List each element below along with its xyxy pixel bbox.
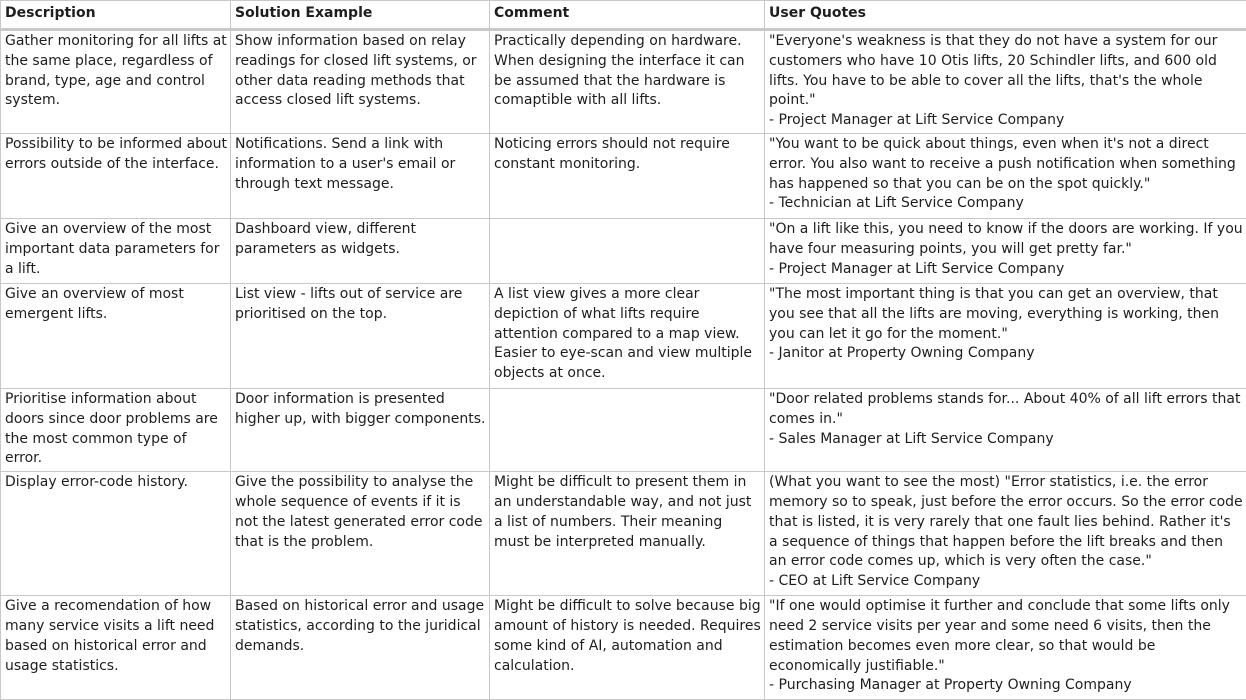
quote-cell: "Door related problems stands for... About 40% of all lift errors that comes in." - Sales Manager at Lift Service Company <box>765 388 1246 471</box>
table-row <box>1 388 1246 471</box>
solution-cell: Give the possibility to analyse the whole sequence of events if it is not the latest generated error code that is the problem. <box>231 472 490 596</box>
header-row <box>1 1 1246 30</box>
description-cell: Give an overview of most emergent lifts. <box>1 283 231 388</box>
table-row <box>1 133 1246 218</box>
comment-cell <box>490 218 765 283</box>
solution-cell: Door information is presented higher up, with bigger components. <box>231 388 490 471</box>
solution-cell: Notifications. Send a link with information to a user's email or through text message. <box>231 133 490 218</box>
comment-cell: Noticing errors should not require constant monitoring. <box>490 133 765 218</box>
description-cell: Give an overview of the most important data parameters for a lift. <box>1 218 231 283</box>
header-solution-example: Solution Example <box>231 1 490 30</box>
header-comment: Comment <box>490 1 765 30</box>
description-cell: Give a recomendation of how many service visits a lift need based on historical error and usage statistics. <box>1 596 231 700</box>
quote-cell: "If one would optimise it further and conclude that some lifts only need 2 service visits per year and some need 6 visits, then the estimation becomes even more clear, so that would be economically justifiable." - Purchasing Manager at Property Owning Company <box>765 596 1246 700</box>
quote-cell: "You want to be quick about things, even when it's not a direct error. You also want to receive a push notification when something has happened so that you can be on the spot quickly." - Technician at Lift Service Company <box>765 133 1246 218</box>
comment-cell: A list view gives a more clear depiction of what lifts require attention compared to a map view. Easier to eye-scan and view multiple objects at once. <box>490 283 765 388</box>
description-cell: Prioritise information about doors since door problems are the most common type of error. <box>1 388 231 471</box>
quote-cell: "The most important thing is that you can get an overview, that you see that all the lifts are moving, everything is working, then you can let it go for the moment." - Janitor at Property Owning Company <box>765 283 1246 388</box>
comment-cell <box>490 388 765 471</box>
description-cell: Gather monitoring for all lifts at the same place, regardless of brand, type, age and control system. <box>1 30 231 134</box>
quote-cell: "Everyone's weakness is that they do not have a system for our customers who have 10 Otis lifts, 20 Schindler lifts, and 600 old lifts. You have to be able to cover all the lifts, that's the whole point." - Project Manager at Lift Service Company <box>765 30 1246 134</box>
table-row <box>1 218 1246 283</box>
comment-cell: Might be difficult to present them in an understandable way, and not just a list of numbers. Their meaning must be interpreted manually. <box>490 472 765 596</box>
solution-cell: Show information based on relay readings for closed lift systems, or other data reading methods that access closed lift systems. <box>231 30 490 134</box>
comment-cell: Might be difficult to solve because big amount of history is needed. Requires some kind of AI, automation and calculation. <box>490 596 765 700</box>
quote-cell: (What you want to see the most) "Error statistics, i.e. the error memory so to speak, just before the error occurs. So the error code that is listed, it is very rarely that one fault lies behind. Rather it's a sequence of things that happen before the lift breaks and then an error code comes up, which is very often the case." - CEO at Lift Service Company <box>765 472 1246 596</box>
solution-cell: List view - lifts out of service are prioritised on the top. <box>231 283 490 388</box>
comment-cell: Practically depending on hardware. When designing the interface it can be assumed that the hardware is comaptible with all lifts. <box>490 30 765 134</box>
header-user-quotes: User Quotes <box>765 1 1246 30</box>
table-row <box>1 596 1246 700</box>
description-cell: Possibility to be informed about errors outside of the interface. <box>1 133 231 218</box>
quote-cell: "On a lift like this, you need to know if the doors are working. If you have four measuring points, you will get pretty far." - Project Manager at Lift Service Company <box>765 218 1246 283</box>
description-cell: Display error-code history. <box>1 472 231 596</box>
header-description: Description <box>1 1 231 30</box>
table-row <box>1 283 1246 388</box>
solution-cell: Based on historical error and usage statistics, according to the juridical demands. <box>231 596 490 700</box>
table-row <box>1 472 1246 596</box>
solution-cell: Dashboard view, different parameters as widgets. <box>231 218 490 283</box>
table-row <box>1 30 1246 134</box>
